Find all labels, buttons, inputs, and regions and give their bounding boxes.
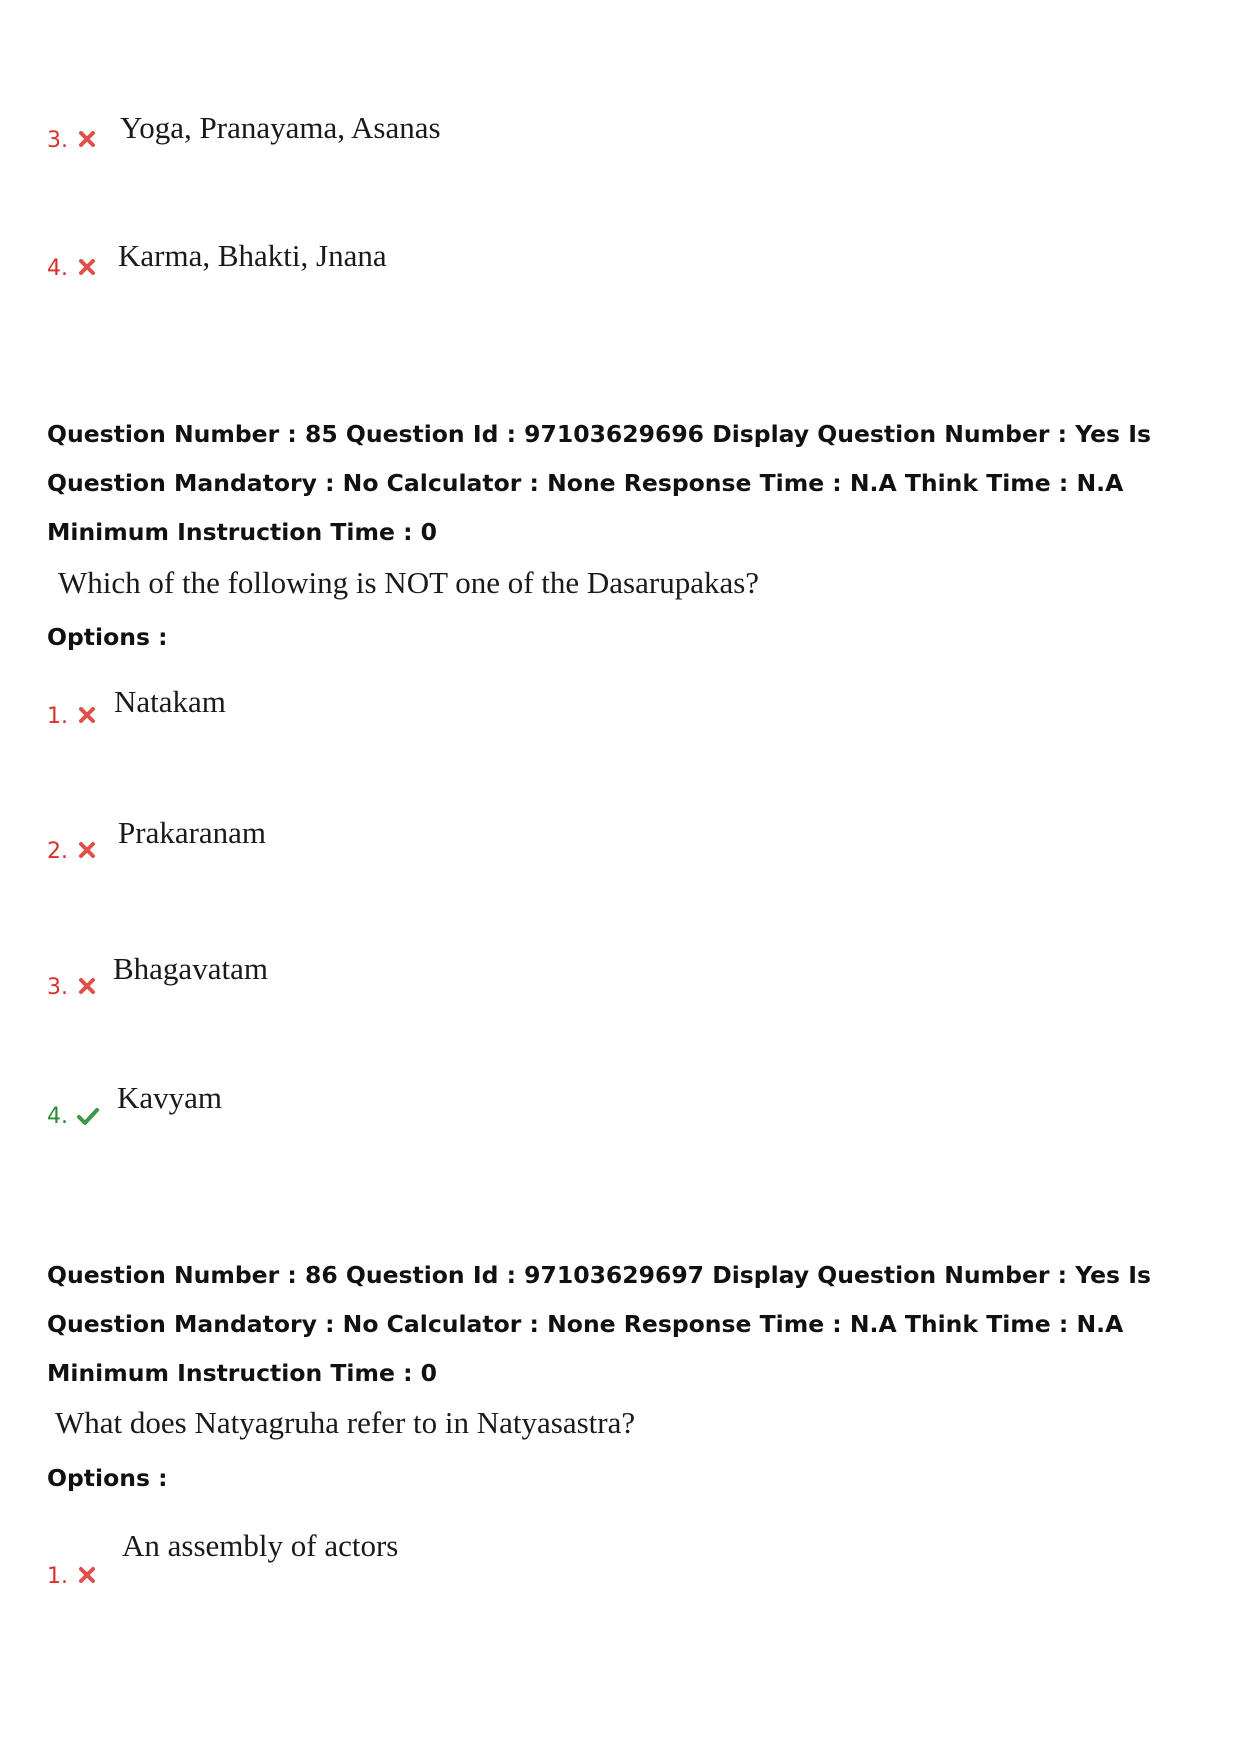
cross-icon <box>78 706 96 724</box>
option-text: Kavyam <box>117 1080 223 1115</box>
option-number: 2. <box>47 839 68 864</box>
option-number: 3. <box>47 128 68 153</box>
option-number: 1. <box>47 1564 68 1589</box>
option-item <box>0 110 1240 178</box>
options-label: Options : <box>47 623 168 651</box>
cross-icon <box>78 258 96 276</box>
cross-icon <box>78 130 96 148</box>
option-text: An assembly of actors <box>122 1528 399 1563</box>
question-text: Which of the following is NOT one of the Dasarupakas? <box>58 565 760 600</box>
option-text: Prakaranam <box>118 815 267 850</box>
question-text: What does Natyagruha refer to in Natyasastra? <box>55 1405 636 1440</box>
option-item <box>0 951 1240 1025</box>
cross-icon <box>78 1566 96 1584</box>
option-item <box>0 684 1240 754</box>
option-number: 4. <box>47 256 68 281</box>
option-item <box>0 815 1240 889</box>
cross-icon <box>78 977 96 995</box>
cross-icon <box>78 841 96 859</box>
option-number: 3. <box>47 975 68 1000</box>
options-label: Options : <box>47 1464 168 1492</box>
option-text: Natakam <box>114 684 226 719</box>
option-text: Bhagavatam <box>113 951 268 986</box>
option-number: 1. <box>47 704 68 729</box>
option-text: Karma, Bhakti, Jnana <box>118 238 387 273</box>
question-meta: Question Number : 86 Question Id : 97103629697 Display Question Number : Yes Is Question Mandatory : No Calculator : None Response Time : N.A Think Time : N.A Minimum Instruction Time : 0 <box>47 1261 1151 1387</box>
option-item <box>0 1528 1240 1614</box>
option-text: Yoga, Pranayama, Asanas <box>120 110 441 145</box>
option-item <box>0 1080 1240 1154</box>
option-item <box>0 238 1240 306</box>
question-meta: Question Number : 85 Question Id : 97103629696 Display Question Number : Yes Is Question Mandatory : No Calculator : None Response Time : N.A Think Time : N.A Minimum Instruction Time : 0 <box>47 420 1151 546</box>
check-icon <box>76 1106 100 1126</box>
option-number: 4. <box>47 1104 68 1129</box>
